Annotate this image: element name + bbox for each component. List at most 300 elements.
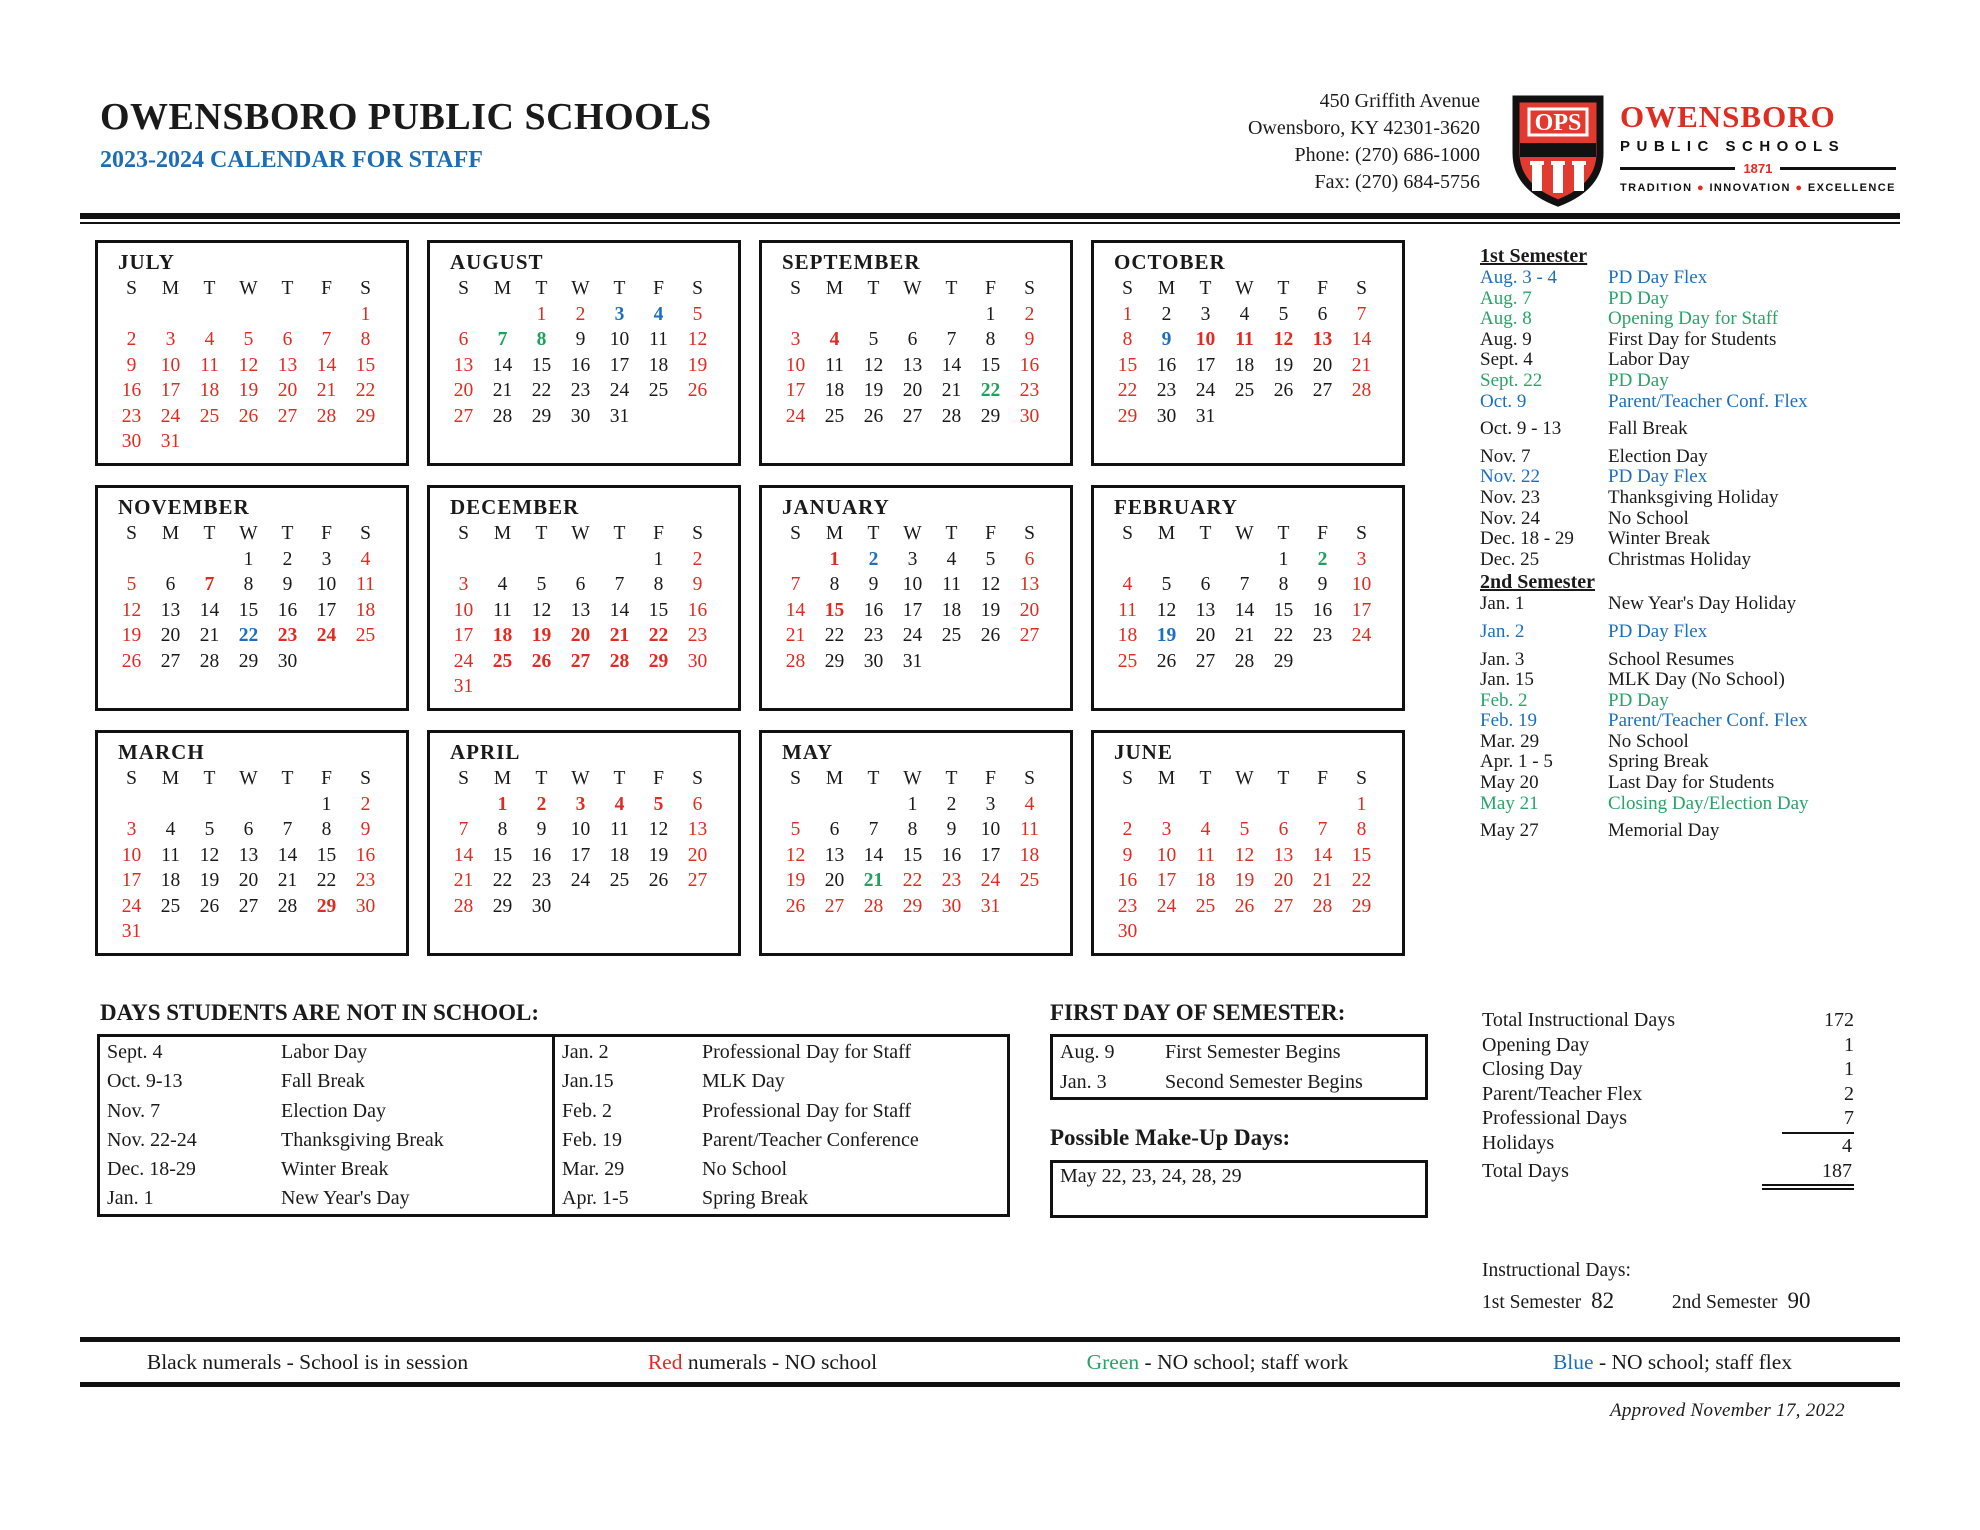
day-of-week-header: S — [458, 523, 469, 544]
calendar-day: 16 — [687, 599, 708, 621]
calendar-day: 2 — [575, 303, 586, 325]
grand-total-label: Total Days — [1482, 1159, 1569, 1182]
no-school-row — [562, 1126, 1007, 1155]
empty-day-cell — [190, 547, 229, 573]
no-school-label: New Year's Day — [281, 1187, 410, 1210]
key-date: Sept. 22 — [1480, 369, 1543, 391]
legend-item — [80, 1350, 535, 1375]
calendar-day: 17 — [980, 844, 1001, 866]
calendar-day: 4 — [204, 329, 215, 350]
key-date-row — [1480, 509, 1880, 530]
day-of-week-header: W — [571, 523, 590, 544]
calendar-day: 21 — [1234, 625, 1255, 646]
calendar-day: 23 — [570, 380, 591, 401]
key-date: Mar. 29 — [1480, 730, 1540, 752]
calendar-day: 28 — [1234, 650, 1255, 672]
no-school-label: MLK Day — [702, 1070, 785, 1093]
calendar-day: 16 — [1117, 870, 1138, 891]
logo-text — [1620, 95, 1896, 194]
calendar-day: 5 — [243, 329, 254, 350]
day-of-week-header: M — [493, 278, 512, 299]
calendar-day: 30 — [570, 405, 591, 427]
month-name: SEPTEMBER — [782, 250, 921, 274]
no-school-row — [107, 1184, 552, 1213]
month-name: APRIL — [450, 740, 521, 764]
instructional-days-summary — [1482, 1256, 1820, 1318]
calendar-day: 5 — [1278, 303, 1289, 325]
total-label: Total Instructional Days — [1482, 1009, 1675, 1031]
month-box-april — [427, 730, 741, 956]
calendar-day: 3 — [790, 329, 801, 350]
empty-day-cell — [483, 302, 522, 328]
legend-description: - NO school; staff flex — [1593, 1349, 1793, 1374]
calendar-day: 13 — [1019, 574, 1040, 595]
day-of-week-header: S — [790, 523, 801, 544]
empty-day-cell — [854, 792, 893, 818]
calendar-day: 2 — [692, 548, 703, 570]
calendar-day: 15 — [316, 844, 337, 866]
total-label: Holidays — [1482, 1131, 1555, 1154]
calendar-day: 2 — [1317, 548, 1328, 570]
day-of-week-header: F — [1317, 278, 1328, 299]
total-value: 7 — [1844, 1107, 1854, 1130]
empty-day-cell — [1186, 792, 1225, 818]
calendar-day: 9 — [692, 574, 703, 595]
key-date-row — [1480, 752, 1880, 773]
key-date-row — [1480, 529, 1880, 550]
month-day-grid — [1108, 276, 1402, 429]
key-date-row — [1480, 268, 1880, 289]
empty-day-cell — [776, 302, 815, 328]
calendar-day: 19 — [238, 380, 259, 401]
legend-color-word: Green — [1086, 1349, 1140, 1374]
calendar-day: 12 — [863, 354, 884, 376]
calendar-day: 20 — [1273, 870, 1294, 891]
calendar-day: 26 — [785, 895, 806, 917]
empty-day-cell — [600, 547, 639, 573]
divider — [1620, 167, 1735, 170]
total-row — [1482, 1057, 1854, 1082]
address-line: Phone: (270) 686-1000 — [1294, 144, 1480, 166]
total-label: Parent/Teacher Flex — [1482, 1082, 1643, 1105]
day-of-week-header: T — [1199, 278, 1212, 299]
no-school-date: Jan. 1 — [107, 1187, 154, 1210]
no-school-date: Jan. 2 — [562, 1041, 609, 1063]
key-date-label: School Resumes — [1608, 648, 1735, 670]
calendar-day: 29 — [1117, 405, 1138, 427]
month-name: DECEMBER — [450, 495, 580, 519]
key-date-label: PD Day Flex — [1608, 267, 1708, 288]
first-semester-days: 82 — [1591, 1288, 1615, 1313]
calendar-day: 18 — [1195, 870, 1216, 891]
empty-day-cell — [112, 547, 151, 573]
calendar-day: 28 — [1351, 380, 1372, 401]
calendar-day: 5 — [868, 329, 879, 350]
calendar-day: 9 — [1122, 844, 1133, 866]
approval-note: Approved November 17, 2022 — [1609, 1400, 1845, 1421]
calendar-day: 16 — [570, 354, 591, 376]
total-row — [1482, 1082, 1854, 1107]
calendar-day: 27 — [277, 405, 298, 427]
calendar-day: 22 — [824, 625, 845, 646]
day-of-week-header: T — [1277, 278, 1290, 299]
calendar-day: 21 — [316, 380, 337, 401]
day-of-week-header: M — [1157, 523, 1176, 544]
day-of-week-header: M — [825, 278, 844, 299]
day-of-week-header: T — [867, 523, 880, 544]
month-box-june — [1091, 730, 1405, 956]
no-school-date: Feb. 2 — [562, 1099, 612, 1122]
calendar-day: 6 — [1317, 303, 1328, 325]
grand-total-row — [1482, 1159, 1854, 1191]
legend-color-word: Black — [146, 1349, 198, 1374]
calendar-day: 23 — [121, 405, 142, 427]
no-school-date: Oct. 9-13 — [107, 1070, 183, 1093]
day-of-week-header: S — [1024, 523, 1035, 544]
calendar-day: 1 — [360, 303, 371, 325]
key-date: Jan. 2 — [1480, 620, 1525, 642]
key-date-row — [1480, 330, 1880, 351]
address-line: Fax: (270) 684-5756 — [1314, 171, 1480, 193]
calendar-day: 27 — [238, 895, 259, 917]
key-date: Sept. 4 — [1480, 349, 1533, 371]
no-school-row — [107, 1097, 552, 1126]
day-of-week-header: T — [867, 768, 880, 789]
calendar-day: 5 — [1239, 819, 1250, 840]
no-school-label: Parent/Teacher Conference — [702, 1128, 919, 1151]
calendar-day: 21 — [785, 625, 806, 646]
no-school-label: No School — [702, 1158, 787, 1181]
calendar-day: 8 — [985, 329, 996, 350]
calendar-day: 15 — [1117, 354, 1138, 376]
empty-day-cell — [268, 792, 307, 818]
calendar-day: 12 — [1234, 844, 1255, 866]
calendar-day: 28 — [941, 405, 962, 427]
calendar-day: 2 — [126, 329, 137, 350]
calendar-day: 10 — [1156, 844, 1177, 866]
day-of-week-header: F — [653, 768, 664, 789]
calendar-day: 14 — [492, 354, 513, 376]
calendar-day: 3 — [575, 793, 586, 815]
calendar-day: 30 — [121, 431, 142, 452]
day-of-week-header: M — [161, 278, 180, 299]
key-date-label: Christmas Holiday — [1608, 548, 1752, 570]
second-semester-list — [1480, 594, 1880, 842]
day-of-week-header: F — [985, 768, 996, 789]
calendar-day: 13 — [824, 844, 845, 866]
day-of-week-header: T — [535, 278, 548, 299]
no-school-date: Dec. 18-29 — [107, 1158, 196, 1181]
calendar-day: 15 — [531, 354, 552, 376]
calendar-day: 28 — [1312, 895, 1333, 917]
calendar-day: 11 — [1020, 819, 1039, 840]
legend-description: numerals - School is in session — [197, 1349, 469, 1374]
calendar-day: 3 — [1161, 819, 1172, 840]
calendar-day: 17 — [570, 844, 591, 866]
calendar-day: 25 — [160, 895, 181, 917]
month-day-grid — [112, 521, 406, 674]
calendar-day: 18 — [824, 380, 845, 401]
calendar-day: 24 — [570, 870, 591, 891]
key-date-label: Parent/Teacher Conf. Flex — [1608, 390, 1808, 412]
calendar-day: 10 — [609, 329, 630, 350]
school-address — [1080, 88, 1480, 196]
calendar-day: 6 — [165, 574, 176, 595]
calendar-day: 24 — [1156, 895, 1177, 917]
calendar-day: 2 — [282, 548, 293, 570]
days-not-in-school-right-column — [552, 1037, 1007, 1214]
key-date: Feb. 2 — [1480, 689, 1528, 711]
calendar-day: 29 — [648, 650, 669, 672]
calendar-day: 10 — [570, 819, 591, 840]
calendar-day: 25 — [609, 870, 630, 891]
key-date: Nov. 23 — [1480, 486, 1540, 508]
calendar-day: 31 — [609, 405, 630, 427]
key-date-label: Winter Break — [1608, 528, 1711, 550]
month-day-grid — [1108, 766, 1402, 945]
calendar-day: 17 — [785, 380, 806, 401]
month-day-grid — [444, 766, 738, 919]
calendar-day: 21 — [941, 380, 962, 401]
day-of-week-header: T — [1277, 523, 1290, 544]
logo-district-type: PUBLIC SCHOOLS — [1620, 138, 1846, 155]
calendar-day: 29 — [1273, 650, 1294, 672]
calendar-day: 7 — [1356, 303, 1367, 325]
calendar-day: 10 — [121, 844, 142, 866]
day-of-week-header: M — [825, 523, 844, 544]
calendar-day: 25 — [355, 625, 376, 646]
calendar-day: 29 — [824, 650, 845, 672]
day-of-week-header: W — [1235, 523, 1254, 544]
calendar-day: 12 — [199, 844, 220, 866]
calendar-day: 15 — [1351, 844, 1372, 866]
day-of-week-header: T — [281, 768, 294, 789]
calendar-day: 3 — [907, 548, 918, 570]
legend-description: numerals - NO school — [682, 1349, 878, 1374]
logo-year-line — [1620, 161, 1896, 176]
month-box-march — [95, 730, 409, 956]
days-not-in-school-heading: DAYS STUDENTS ARE NOT IN SCHOOL: — [100, 1000, 540, 1025]
calendar-day: 18 — [492, 625, 513, 646]
day-of-week-header: W — [571, 768, 590, 789]
key-date: Oct. 9 - 13 — [1480, 418, 1562, 440]
calendar-day: 22 — [980, 380, 1001, 401]
calendar-day: 9 — [575, 329, 586, 350]
calendar-day: 3 — [985, 793, 996, 815]
no-school-label: Thanksgiving Break — [281, 1128, 444, 1151]
header — [100, 95, 712, 174]
calendar-day: 6 — [1024, 548, 1035, 570]
calendar-day: 14 — [941, 354, 962, 376]
calendar-day: 21 — [609, 625, 630, 646]
calendar-day: 6 — [907, 329, 918, 350]
calendar-day: 1 — [497, 793, 508, 815]
calendar-day: 18 — [160, 870, 181, 891]
key-date: Aug. 9 — [1480, 328, 1532, 350]
calendar-day: 23 — [1156, 380, 1177, 401]
second-semester-days: 90 — [1787, 1288, 1811, 1313]
month-name: MAY — [782, 740, 834, 764]
day-of-week-header: M — [1157, 278, 1176, 299]
calendar-day: 9 — [1024, 329, 1035, 350]
key-date-label: Last Day for Students — [1608, 772, 1775, 794]
day-of-week-header: F — [321, 768, 332, 789]
calendar-day: 8 — [653, 574, 664, 595]
calendar-day: 31 — [902, 650, 923, 672]
calendar-day: 12 — [648, 819, 669, 840]
month-day-grid — [444, 276, 738, 429]
key-date: May 20 — [1480, 772, 1539, 794]
calendar-day: 12 — [531, 599, 552, 621]
calendar-day: 25 — [824, 405, 845, 427]
calendar-day: 13 — [238, 844, 259, 866]
calendar-day: 28 — [453, 895, 474, 917]
calendar-day: 4 — [1200, 819, 1211, 840]
legend-item — [990, 1350, 1445, 1375]
calendar-day: 16 — [1312, 599, 1333, 621]
calendar-day: 31 — [453, 676, 474, 697]
calendar-day: 24 — [609, 380, 630, 401]
total-row — [1482, 1106, 1854, 1131]
first-day-table — [1050, 1034, 1428, 1100]
key-date: Nov. 22 — [1480, 466, 1540, 488]
day-of-week-header: S — [1024, 278, 1035, 299]
month-name: AUGUST — [450, 250, 544, 274]
month-day-grid — [112, 276, 406, 455]
calendar-day: 30 — [355, 895, 376, 917]
calendar-day: 21 — [1312, 870, 1333, 891]
calendar-day: 17 — [1351, 599, 1372, 621]
calendar-day: 27 — [1273, 895, 1294, 917]
calendar-day: 29 — [238, 650, 259, 672]
month-box-may — [759, 730, 1073, 956]
day-of-week-header: S — [692, 523, 703, 544]
calendar-day: 6 — [1200, 574, 1211, 595]
calendar-day: 4 — [165, 819, 176, 840]
total-value: 4 — [1782, 1132, 1854, 1159]
no-school-row — [107, 1155, 552, 1184]
no-school-date: Feb. 19 — [562, 1128, 622, 1151]
day-of-week-header: T — [203, 278, 216, 299]
day-of-week-header: T — [535, 768, 548, 789]
calendar-day: 14 — [609, 599, 630, 621]
key-date-row — [1480, 711, 1880, 732]
calendar-day: 4 — [497, 574, 508, 595]
calendar-day: 13 — [1273, 844, 1294, 866]
calendar-day: 21 — [453, 870, 474, 891]
key-date-row — [1480, 732, 1880, 753]
calendar-day: 24 — [902, 625, 923, 646]
day-of-week-header: F — [1317, 768, 1328, 789]
no-school-date: Apr. 1-5 — [562, 1187, 629, 1210]
calendar-day: 14 — [1312, 844, 1333, 866]
empty-day-cell — [1264, 792, 1303, 818]
total-label: Opening Day — [1482, 1033, 1590, 1056]
calendar-day: 20 — [1195, 625, 1216, 646]
calendar-day: 29 — [316, 895, 337, 917]
no-school-date: Sept. 4 — [107, 1041, 163, 1063]
calendar-day: 12 — [980, 574, 1001, 595]
empty-day-cell — [932, 302, 971, 328]
key-date-label: New Year's Day Holiday — [1608, 593, 1797, 615]
calendar-day: 27 — [687, 870, 708, 891]
empty-day-cell — [1186, 547, 1225, 573]
empty-day-cell — [1108, 547, 1147, 573]
calendar-day: 20 — [1019, 599, 1040, 621]
no-school-row — [107, 1126, 552, 1155]
semester-begin-date: Aug. 9 — [1060, 1041, 1115, 1063]
calendar-day: 7 — [614, 574, 625, 595]
calendar-day: 16 — [121, 380, 142, 401]
days-not-in-school-left-column — [100, 1037, 552, 1214]
calendar-day: 23 — [1312, 625, 1333, 646]
calendar-day: 7 — [868, 819, 879, 840]
key-date: Jan. 15 — [1480, 669, 1534, 691]
day-of-week-header: S — [692, 768, 703, 789]
empty-day-cell — [229, 792, 268, 818]
month-name: MARCH — [118, 740, 205, 764]
calendar-day: 4 — [829, 329, 840, 350]
day-of-week-header: T — [203, 768, 216, 789]
key-date-row — [1480, 467, 1880, 488]
calendar-day: 15 — [902, 844, 923, 866]
day-of-week-header: F — [653, 523, 664, 544]
calendar-day: 5 — [204, 819, 215, 840]
calendar-day: 19 — [980, 599, 1001, 621]
calendar-day: 10 — [785, 354, 806, 376]
calendar-day: 1 — [653, 548, 664, 570]
calendar-day: 18 — [1234, 354, 1255, 376]
calendar-day: 4 — [1239, 303, 1250, 325]
key-date-label: Opening Day for Staff — [1608, 308, 1779, 330]
calendar-day: 19 — [687, 354, 708, 376]
day-of-week-header: W — [571, 278, 590, 299]
key-date: Aug. 8 — [1480, 308, 1532, 330]
day-of-week-header: T — [613, 523, 626, 544]
calendar-day: 10 — [453, 599, 474, 621]
calendar-day: 5 — [1161, 574, 1172, 595]
calendar-day: 25 — [1117, 650, 1138, 672]
calendar-day: 27 — [570, 650, 591, 672]
calendar-day: 12 — [785, 844, 806, 866]
key-date: May 27 — [1480, 820, 1539, 842]
calendar-day: 31 — [980, 895, 1001, 917]
calendar-day: 12 — [238, 354, 259, 376]
calendar-day: 30 — [687, 650, 708, 672]
calendar-day: 30 — [1019, 405, 1040, 427]
calendar-day: 3 — [1200, 303, 1211, 325]
key-date-row — [1480, 650, 1880, 671]
empty-day-cell — [307, 302, 346, 328]
instructional-days-values — [1482, 1286, 1820, 1318]
key-date-row — [1480, 550, 1880, 571]
calendar-day: 18 — [609, 844, 630, 866]
no-school-label: Fall Break — [281, 1070, 365, 1093]
total-value: 1 — [1844, 1033, 1854, 1056]
calendar-day: 15 — [355, 354, 376, 376]
calendar-day: 13 — [687, 819, 708, 840]
calendar-day: 8 — [243, 574, 254, 595]
calendar-day: 3 — [458, 574, 469, 595]
calendar-day: 23 — [1019, 380, 1040, 401]
calendar-day: 27 — [1195, 650, 1216, 672]
calendar-day: 9 — [1317, 574, 1328, 595]
calendar-day: 3 — [126, 819, 137, 840]
no-school-date: Nov. 7 — [107, 1099, 161, 1122]
month-box-october — [1091, 240, 1405, 466]
calendar-day: 5 — [536, 574, 547, 595]
empty-day-cell — [151, 792, 190, 818]
